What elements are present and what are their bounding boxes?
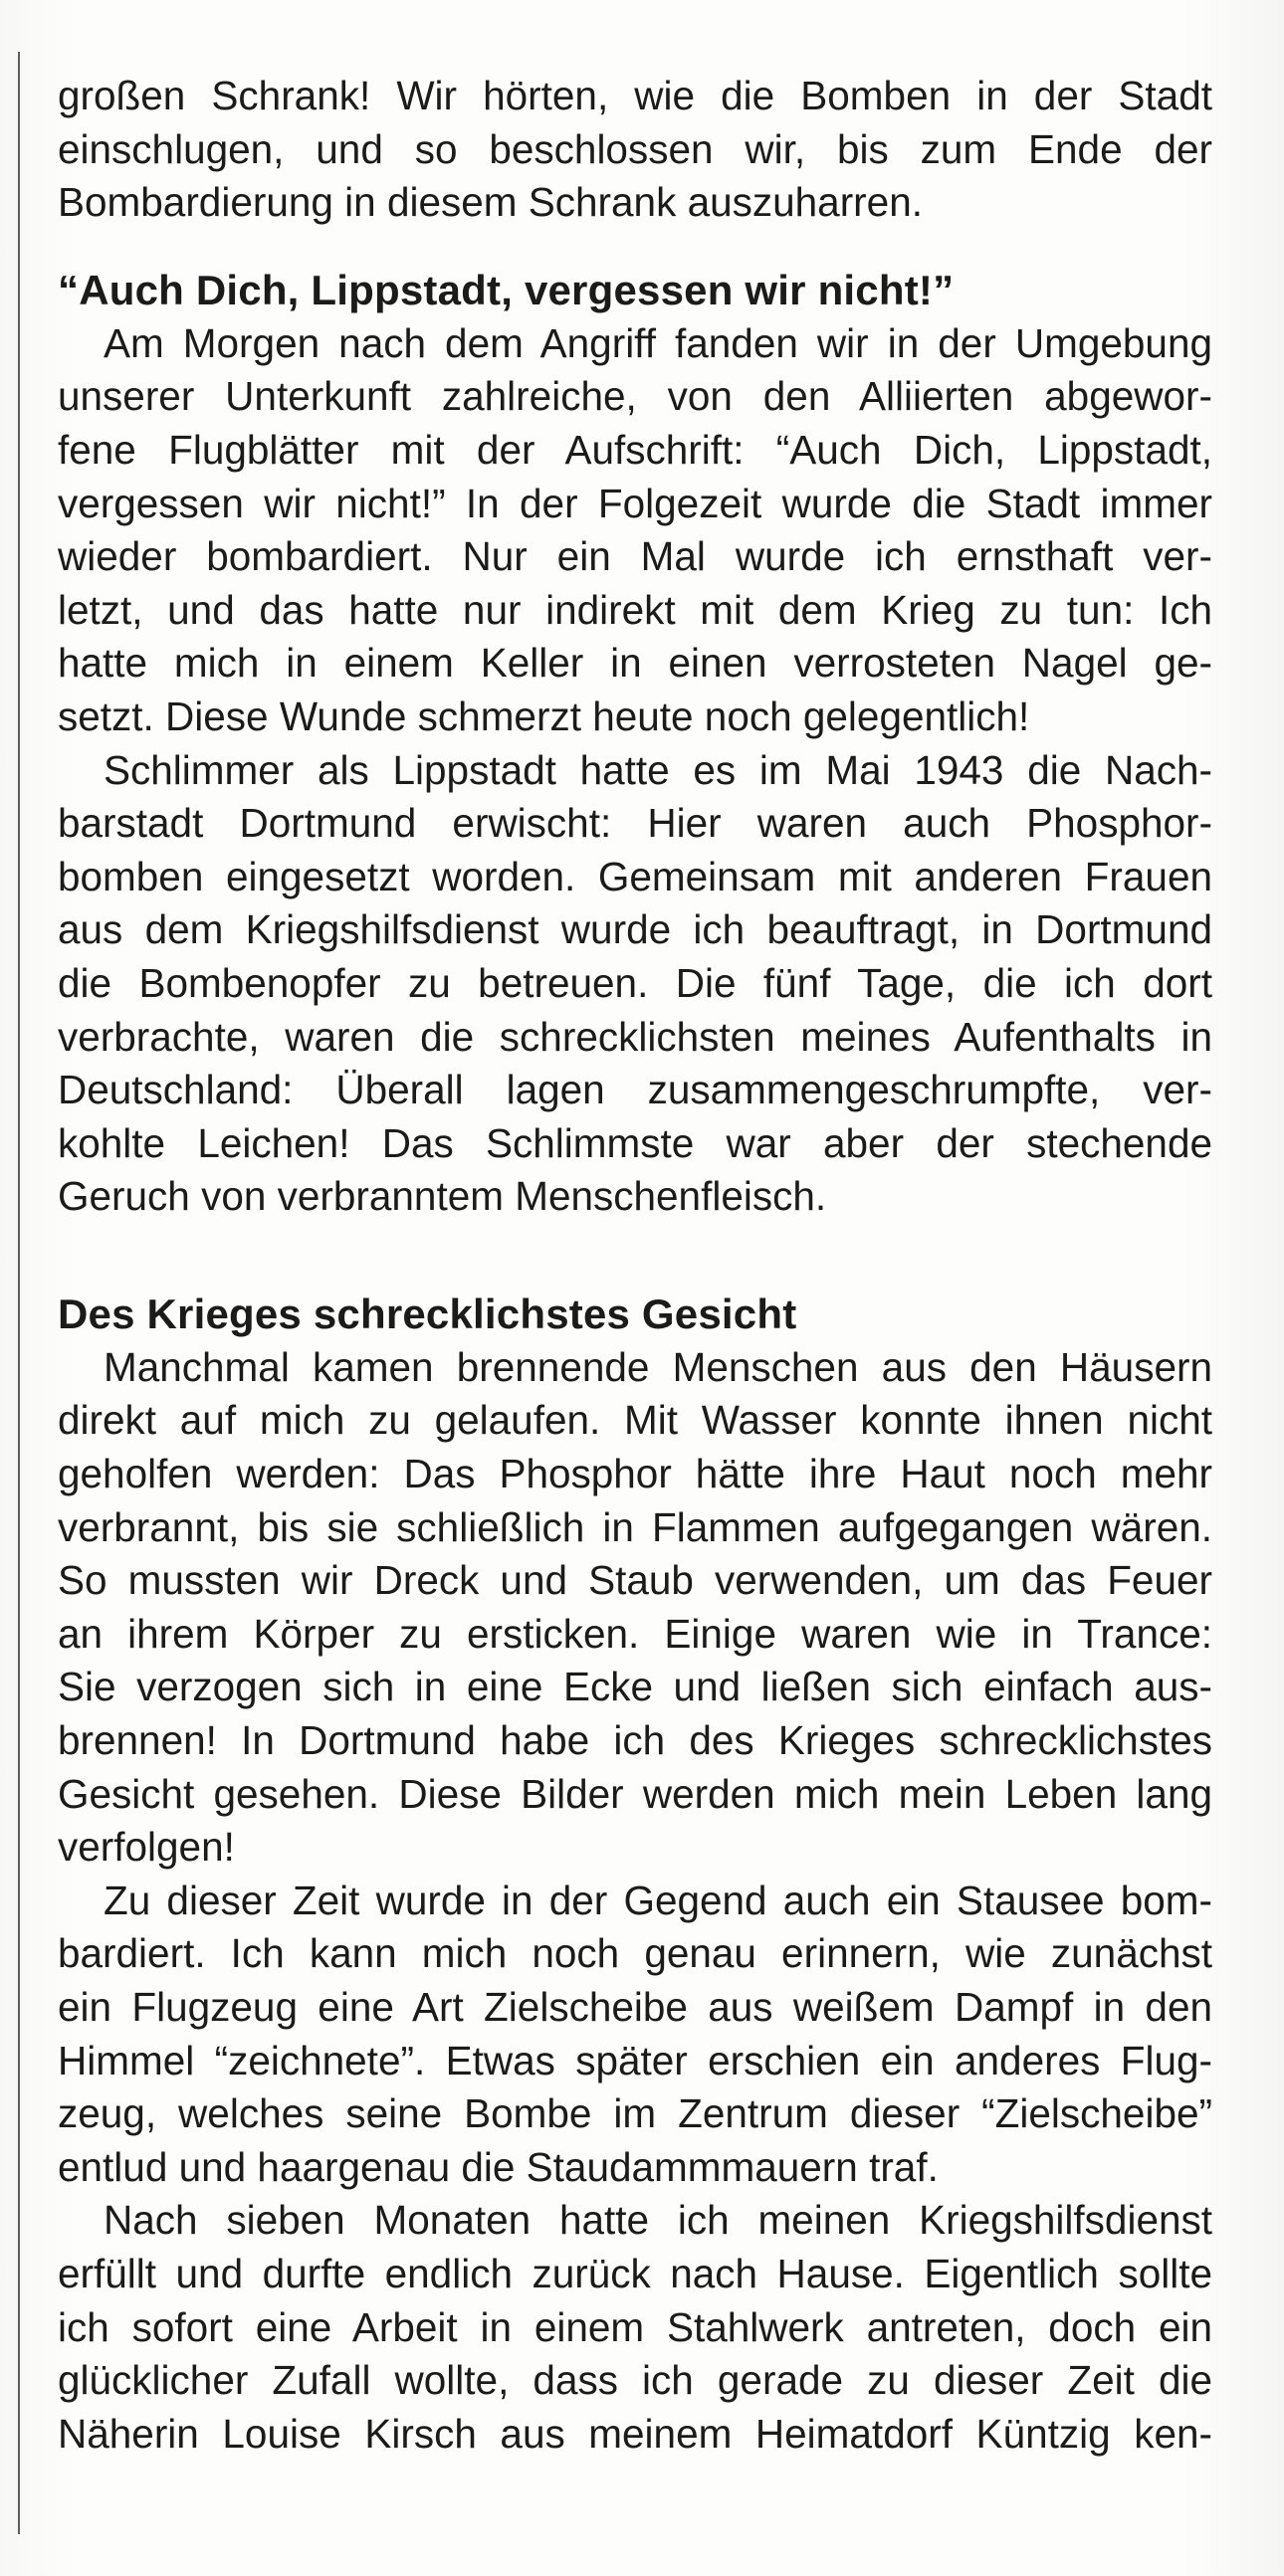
section-gap — [58, 230, 1212, 264]
text-line: hatte mich in einem Keller in einen verrosteten Nagel ge- — [58, 640, 1212, 687]
text-line: ein Flugzeug eine Art Zielscheibe aus weißem Dampf in den — [58, 1984, 1212, 2030]
text-line: barstadt Dortmund erwischt: Hier waren auch Phosphor- — [58, 800, 1212, 847]
text-line: bardiert. Ich kann mich noch genau erinnern, wie zunächst — [58, 1930, 1212, 1977]
text-line: geholfen werden: Das Phosphor hätte ihre Haut noch mehr — [58, 1451, 1212, 1497]
text-line: verfolgen! — [58, 1824, 235, 1871]
text-line: Geruch von verbranntem Menschenfleisch. — [58, 1173, 827, 1220]
text-line: brennen! In Dortmund habe ich des Krieges schrecklichstes — [58, 1717, 1212, 1764]
text-line: Deutschland: Überall lagen zusammengeschrumpfte, ver- — [58, 1067, 1212, 1113]
text-line: Näherin Louise Kirsch aus meinem Heimatdorf Küntzig ken- — [58, 2410, 1212, 2457]
text-line: setzt. Diese Wunde schmerzt heute noch gelegentlich! — [58, 693, 1030, 739]
paragraph-dortmund — [58, 744, 1212, 1224]
paragraph-schrank — [58, 70, 1212, 230]
paragraph-flugblaetter — [58, 317, 1212, 744]
text-line: Schlimmer als Lippstadt hatte es im Mai 1943 die Nach- — [104, 746, 1212, 793]
section-heading-krieges-gesicht: Des Krieges schrecklichstes Gesicht — [58, 1289, 797, 1337]
text-line: zeug, welches seine Bombe im Zentrum dieser “Zielscheibe” — [58, 2090, 1212, 2137]
text-line: an ihrem Körper zu ersticken. Einige waren wie in Trance: — [58, 1610, 1212, 1657]
text-line: entlud und haargenau die Staudammmauern traf. — [58, 2143, 939, 2190]
text-line: Am Morgen nach dem Angriff fanden wir in der Umgebung — [104, 319, 1212, 366]
paragraph-heimkehr — [58, 2194, 1212, 2461]
section-gap — [58, 1224, 1212, 1288]
text-line: aus dem Kriegshilfsdienst wurde ich beauftragt, in Dortmund — [58, 906, 1212, 953]
text-line: letzt, und das hatte nur indirekt mit dem Krieg zu tun: Ich — [58, 586, 1212, 633]
text-line: Sie verzogen sich in eine Ecke und ließen sich einfach aus- — [58, 1664, 1212, 1710]
text-line: ich sofort eine Arbeit in einem Stahlwerk antreten, doch ein — [58, 2303, 1212, 2350]
text-line: direkt auf mich zu gelaufen. Mit Wasser konnte ihnen nicht — [58, 1397, 1212, 1444]
text-line: So mussten wir Dreck und Staub verwenden, um das Feuer — [58, 1557, 1212, 1604]
text-line: verbrannt, bis sie schließlich in Flammen aufgegangen wären. — [58, 1503, 1212, 1550]
text-line: Manchmal kamen brennende Menschen aus den Häusern — [104, 1343, 1212, 1390]
text-line: vergessen wir nicht!” In der Folgezeit wurde die Stadt immer — [58, 480, 1212, 526]
text-line: Bombardierung in diesem Schrank auszuharren. — [58, 179, 923, 226]
paragraph-stausee — [58, 1875, 1212, 2195]
text-line: Himmel “zeichnete”. Etwas später erschien ein anderes Flug- — [58, 2037, 1212, 2083]
section-heading-lippstadt: “Auch Dich, Lippstadt, vergessen wir nicht!” — [58, 266, 955, 313]
text-line: Nach sieben Monaten hatte ich meinen Kriegshilfsdienst — [104, 2197, 1212, 2244]
text-line: großen Schrank! Wir hörten, wie die Bomben in der Stadt — [58, 73, 1212, 118]
text-line: die Bombenopfer zu betreuen. Die fünf Tage, die ich dort — [58, 959, 1212, 1006]
text-line: verbrachte, waren die schrecklichsten meines Aufenthalts in — [58, 1013, 1212, 1060]
text-line: glücklicher Zufall wollte, dass ich gerade zu dieser Zeit die — [58, 2357, 1212, 2404]
text-line: fene Flugblätter mit der Aufschrift: “Auch Dich, Lippstadt, — [58, 426, 1212, 473]
text-line: kohlte Leichen! Das Schlimmste war aber der stechende — [58, 1119, 1212, 1166]
left-margin-rule — [18, 52, 20, 2534]
text-line: Gesicht gesehen. Diese Bilder werden mich mein Leben lang — [58, 1770, 1212, 1817]
text-line: unserer Unterkunft zahlreiche, von den Alliierten abgewor- — [58, 373, 1212, 420]
text-line: wieder bombardiert. Nur ein Mal wurde ich ernsthaft ver- — [58, 533, 1212, 580]
text-line: Zu dieser Zeit wurde in der Gegend auch ein Stausee bom- — [104, 1877, 1212, 1923]
paragraph-brennende-menschen — [58, 1341, 1212, 1875]
text-line: einschlugen, und so beschlossen wir, bis zum Ende der — [58, 125, 1212, 172]
article-text-column — [58, 70, 1212, 2461]
text-line: bomben eingesetzt worden. Gemeinsam mit anderen Frauen — [58, 853, 1212, 899]
text-line: erfüllt und durfte endlich zurück nach Hause. Eigentlich sollte — [58, 2250, 1212, 2296]
